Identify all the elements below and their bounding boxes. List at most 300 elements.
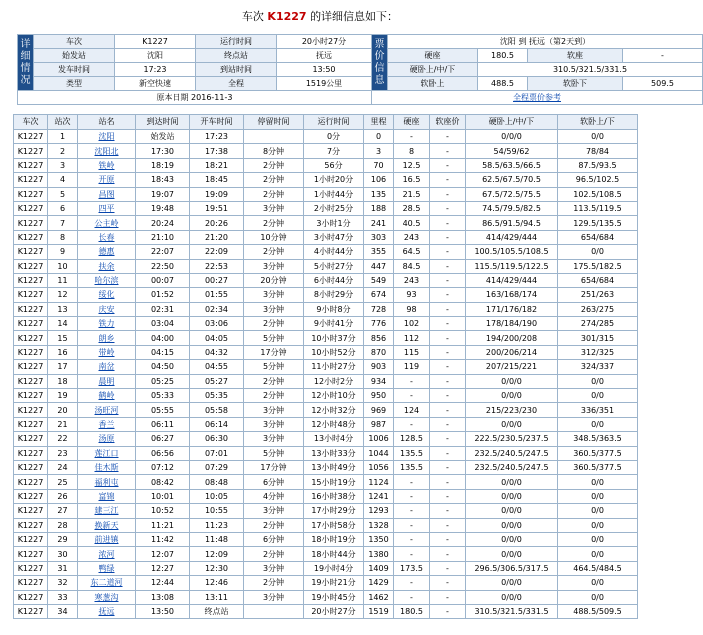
hard-sleeper-fare: 296.5/306.5/317.5 xyxy=(466,561,558,575)
table-row xyxy=(14,331,638,345)
departure-time: 04:55 xyxy=(190,360,244,374)
station-name[interactable]: 昌图 xyxy=(78,187,136,201)
soft-seat-fare: - xyxy=(430,317,466,331)
distance: 1293 xyxy=(364,504,394,518)
running-time: 3小时47分 xyxy=(304,230,364,244)
hard-sleeper-fare: 0/0/0 xyxy=(466,417,558,431)
stop-duration: 2分钟 xyxy=(244,389,304,403)
table-row xyxy=(14,130,638,144)
station-name[interactable]: 晨明 xyxy=(78,374,136,388)
running-time: 19小时45分 xyxy=(304,590,364,604)
arrival-time: 13:50 xyxy=(136,604,190,618)
soft-seat-fare: - xyxy=(430,230,466,244)
station-name[interactable]: 铁岭 xyxy=(78,158,136,172)
soft-sleeper-fare: 0/0 xyxy=(558,532,638,546)
station-name[interactable]: 建三江 xyxy=(78,504,136,518)
table-row xyxy=(14,302,638,316)
details-side-label: 详细情况 xyxy=(18,35,34,91)
fare-value: 509.5 xyxy=(623,77,703,91)
hard-seat-fare: 128.5 xyxy=(394,432,430,446)
soft-seat-fare: - xyxy=(430,360,466,374)
train-number: K1227 xyxy=(14,561,48,575)
arrival-time: 12:27 xyxy=(136,561,190,575)
hard-sleeper-fare: 58.5/63.5/66.5 xyxy=(466,158,558,172)
distance: 303 xyxy=(364,230,394,244)
fare-side-label: 票价信息 xyxy=(372,35,388,91)
station-name[interactable]: 前进镇 xyxy=(78,532,136,546)
distance: 1429 xyxy=(364,576,394,590)
arrival-time: 08:42 xyxy=(136,475,190,489)
train-number: K1227 xyxy=(14,273,48,287)
distance: 870 xyxy=(364,345,394,359)
arrival-time: 22:50 xyxy=(136,259,190,273)
departure-time: 18:21 xyxy=(190,158,244,172)
stop-duration: 5分钟 xyxy=(244,446,304,460)
station-name[interactable]: 浓河 xyxy=(78,547,136,561)
train-number: K1227 xyxy=(14,173,48,187)
full-fare-link[interactable]: 全程票价参考 xyxy=(513,93,561,102)
stop-number: 29 xyxy=(48,532,78,546)
hard-seat-fare: 16.5 xyxy=(394,173,430,187)
info-value: K1227 xyxy=(115,35,196,49)
train-number: K1227 xyxy=(14,576,48,590)
distance: 950 xyxy=(364,389,394,403)
departure-time: 12:09 xyxy=(190,547,244,561)
route-text: 沈阳 到 抚远（第2天到） xyxy=(388,35,703,49)
station-name[interactable]: 朗乡 xyxy=(78,331,136,345)
stop-duration: 2分钟 xyxy=(244,158,304,172)
train-number: K1227 xyxy=(14,345,48,359)
departure-time: 08:48 xyxy=(190,475,244,489)
hard-seat-fare: - xyxy=(394,576,430,590)
train-number: K1227 xyxy=(14,158,48,172)
arrival-time: 06:27 xyxy=(136,432,190,446)
station-name[interactable]: 鸭绿 xyxy=(78,561,136,575)
hard-sleeper-fare: 0/0/0 xyxy=(466,389,558,403)
distance: 856 xyxy=(364,331,394,345)
soft-seat-fare: - xyxy=(430,331,466,345)
hard-sleeper-fare: 200/206/214 xyxy=(466,345,558,359)
distance: 355 xyxy=(364,245,394,259)
stop-duration: 5分钟 xyxy=(244,360,304,374)
hard-sleeper-fare: 0/0/0 xyxy=(466,374,558,388)
soft-seat-fare: - xyxy=(430,216,466,230)
fare-value: 310.5/321.5/331.5 xyxy=(478,63,703,77)
soft-seat-fare: - xyxy=(430,561,466,575)
soft-seat-fare: - xyxy=(430,158,466,172)
table-row xyxy=(14,317,638,331)
arrival-time: 11:42 xyxy=(136,532,190,546)
soft-sleeper-fare: 654/684 xyxy=(558,230,638,244)
stop-number: 5 xyxy=(48,187,78,201)
hard-sleeper-fare: 67.5/72.5/75.5 xyxy=(466,187,558,201)
running-time: 0分 xyxy=(304,130,364,144)
stop-duration: 2分钟 xyxy=(244,518,304,532)
arrival-time: 20:24 xyxy=(136,216,190,230)
train-number: K1227 xyxy=(14,389,48,403)
station-name[interactable]: 沈阳 xyxy=(78,130,136,144)
soft-sleeper-fare: 0/0 xyxy=(558,374,638,388)
table-row xyxy=(14,576,638,590)
hard-seat-fare: 115 xyxy=(394,345,430,359)
stop-number: 24 xyxy=(48,460,78,474)
station-name[interactable]: 佳木斯 xyxy=(78,460,136,474)
table-row xyxy=(14,389,638,403)
departure-time: 19:51 xyxy=(190,201,244,215)
running-time: 9小时8分 xyxy=(304,302,364,316)
hard-seat-fare: - xyxy=(394,547,430,561)
stop-number: 1 xyxy=(48,130,78,144)
arrival-time: 04:00 xyxy=(136,331,190,345)
hard-sleeper-fare: 222.5/230.5/237.5 xyxy=(466,432,558,446)
distance: 1328 xyxy=(364,518,394,532)
hard-seat-fare: - xyxy=(394,130,430,144)
table-row xyxy=(14,489,638,503)
soft-seat-fare: - xyxy=(430,576,466,590)
stop-number: 31 xyxy=(48,561,78,575)
distance: 1350 xyxy=(364,532,394,546)
stop-number: 12 xyxy=(48,288,78,302)
distance: 549 xyxy=(364,273,394,287)
soft-sleeper-fare: 96.5/102.5 xyxy=(558,173,638,187)
soft-seat-fare: - xyxy=(430,130,466,144)
train-number: K1227 xyxy=(14,201,48,215)
title-prefix: 车次 xyxy=(241,10,264,23)
soft-seat-fare: - xyxy=(430,374,466,388)
running-time: 12小时2分 xyxy=(304,374,364,388)
train-number: K1227 xyxy=(14,446,48,460)
distance: 1462 xyxy=(364,590,394,604)
hard-seat-fare: 243 xyxy=(394,273,430,287)
info-value: 20小时27分 xyxy=(277,35,372,49)
stop-number: 27 xyxy=(48,504,78,518)
table-row xyxy=(14,590,638,604)
arrival-time: 05:33 xyxy=(136,389,190,403)
distance: 776 xyxy=(364,317,394,331)
station-name[interactable]: 庆安 xyxy=(78,302,136,316)
soft-seat-fare: - xyxy=(430,489,466,503)
station-name[interactable]: 富锦 xyxy=(78,489,136,503)
soft-sleeper-fare: 0/0 xyxy=(558,489,638,503)
column-header: 到达时间 xyxy=(136,115,190,130)
train-number: K1227 xyxy=(14,518,48,532)
column-header: 软座价 xyxy=(430,115,466,130)
arrival-time: 10:01 xyxy=(136,489,190,503)
stop-number: 22 xyxy=(48,432,78,446)
table-row xyxy=(14,158,638,172)
departure-time: 00:27 xyxy=(190,273,244,287)
departure-time: 04:32 xyxy=(190,345,244,359)
departure-time: 12:46 xyxy=(190,576,244,590)
station-name[interactable]: 德惠 xyxy=(78,245,136,259)
hard-sleeper-fare: 215/223/230 xyxy=(466,403,558,417)
soft-sleeper-fare: 301/315 xyxy=(558,331,638,345)
soft-seat-fare: - xyxy=(430,432,466,446)
full-fare-cell xyxy=(372,91,703,105)
hard-sleeper-fare: 178/184/190 xyxy=(466,317,558,331)
stop-duration: 3分钟 xyxy=(244,432,304,446)
stop-duration: 3分钟 xyxy=(244,417,304,431)
hard-seat-fare: 135.5 xyxy=(394,446,430,460)
info-label: 到站时间 xyxy=(196,63,277,77)
soft-sleeper-fare: 0/0 xyxy=(558,590,638,604)
running-time: 6小时44分 xyxy=(304,273,364,287)
stop-number: 15 xyxy=(48,331,78,345)
departure-time: 05:27 xyxy=(190,374,244,388)
soft-seat-fare: - xyxy=(430,460,466,474)
departure-time: 17:38 xyxy=(190,144,244,158)
train-number: K1227 xyxy=(14,187,48,201)
running-time: 8小时29分 xyxy=(304,288,364,302)
hard-sleeper-fare: 0/0/0 xyxy=(466,532,558,546)
column-header: 站次 xyxy=(48,115,78,130)
hard-seat-fare: - xyxy=(394,417,430,431)
arrival-time: 01:52 xyxy=(136,288,190,302)
stop-duration: 4分钟 xyxy=(244,489,304,503)
arrival-time: 06:11 xyxy=(136,417,190,431)
soft-seat-fare: - xyxy=(430,389,466,403)
schedule-body xyxy=(14,130,638,619)
train-number: K1227 xyxy=(14,245,48,259)
departure-time: 21:20 xyxy=(190,230,244,244)
hard-seat-fare: 112 xyxy=(394,331,430,345)
train-number: K1227 xyxy=(14,403,48,417)
soft-seat-fare: - xyxy=(430,273,466,287)
hard-seat-fare: - xyxy=(394,475,430,489)
hard-seat-fare: 135.5 xyxy=(394,460,430,474)
table-row xyxy=(14,273,638,287)
stop-number: 33 xyxy=(48,590,78,604)
arrival-time: 17:30 xyxy=(136,144,190,158)
soft-seat-fare: - xyxy=(430,288,466,302)
table-row xyxy=(14,173,638,187)
column-header: 硬卧上/中/下 xyxy=(466,115,558,130)
station-name[interactable]: 沈阳北 xyxy=(78,144,136,158)
station-name[interactable]: 福利屯 xyxy=(78,475,136,489)
table-row xyxy=(14,245,638,259)
arrival-time: 始发站 xyxy=(136,130,190,144)
station-name[interactable]: 鹤岭 xyxy=(78,389,136,403)
arrival-time: 05:25 xyxy=(136,374,190,388)
station-name[interactable]: 开原 xyxy=(78,173,136,187)
soft-sleeper-fare: 348.5/363.5 xyxy=(558,432,638,446)
arrival-time: 21:10 xyxy=(136,230,190,244)
stop-duration: 3分钟 xyxy=(244,302,304,316)
arrival-time: 12:44 xyxy=(136,576,190,590)
hard-seat-fare: 84.5 xyxy=(394,259,430,273)
soft-sleeper-fare: 0/0 xyxy=(558,547,638,561)
station-name[interactable]: 扶余 xyxy=(78,259,136,273)
info-label: 始发站 xyxy=(34,49,115,63)
column-header: 里程 xyxy=(364,115,394,130)
train-number: K1227 xyxy=(14,604,48,618)
arrival-time: 10:52 xyxy=(136,504,190,518)
distance: 1519 xyxy=(364,604,394,618)
station-name[interactable]: 汤原 xyxy=(78,432,136,446)
departure-time: 02:34 xyxy=(190,302,244,316)
table-row xyxy=(14,259,638,273)
arrival-time: 07:12 xyxy=(136,460,190,474)
stop-duration xyxy=(244,604,304,618)
stop-duration: 20分钟 xyxy=(244,273,304,287)
stop-duration: 17分钟 xyxy=(244,460,304,474)
station-name[interactable]: 带岭 xyxy=(78,345,136,359)
station-name[interactable]: 铁力 xyxy=(78,317,136,331)
train-number: K1227 xyxy=(14,230,48,244)
hard-seat-fare: 40.5 xyxy=(394,216,430,230)
arrival-time: 06:56 xyxy=(136,446,190,460)
hard-seat-fare: 12.5 xyxy=(394,158,430,172)
station-name[interactable]: 公主岭 xyxy=(78,216,136,230)
station-name[interactable]: 东二道河 xyxy=(78,576,136,590)
station-name[interactable]: 南岔 xyxy=(78,360,136,374)
stop-duration xyxy=(244,130,304,144)
arrival-time: 19:07 xyxy=(136,187,190,201)
soft-seat-fare: - xyxy=(430,590,466,604)
stop-duration: 2分钟 xyxy=(244,374,304,388)
station-name[interactable]: 寒葱沟 xyxy=(78,590,136,604)
fare-label: 硬卧上/中/下 xyxy=(388,63,478,77)
station-name[interactable]: 莲江口 xyxy=(78,446,136,460)
hard-seat-fare: - xyxy=(394,374,430,388)
title-train-number: K1227 xyxy=(267,10,307,23)
running-time: 13小时33分 xyxy=(304,446,364,460)
departure-time: 05:35 xyxy=(190,389,244,403)
station-name[interactable]: 换新天 xyxy=(78,518,136,532)
hard-seat-fare: 98 xyxy=(394,302,430,316)
running-time: 19小时4分 xyxy=(304,561,364,575)
stop-duration: 2分钟 xyxy=(244,317,304,331)
train-number: K1227 xyxy=(14,417,48,431)
stop-number: 4 xyxy=(48,173,78,187)
soft-sleeper-fare: 263/275 xyxy=(558,302,638,316)
distance: 135 xyxy=(364,187,394,201)
soft-sleeper-fare: 0/0 xyxy=(558,417,638,431)
train-number: K1227 xyxy=(14,360,48,374)
station-name[interactable]: 绥化 xyxy=(78,288,136,302)
train-number: K1227 xyxy=(14,532,48,546)
departure-time: 12:30 xyxy=(190,561,244,575)
soft-sleeper-fare: 0/0 xyxy=(558,504,638,518)
station-name[interactable]: 哈尔滨 xyxy=(78,273,136,287)
arrival-time: 04:15 xyxy=(136,345,190,359)
running-time: 11小时27分 xyxy=(304,360,364,374)
hard-seat-fare: 173.5 xyxy=(394,561,430,575)
departure-time: 03:06 xyxy=(190,317,244,331)
hard-sleeper-fare: 171/176/182 xyxy=(466,302,558,316)
soft-sleeper-fare: 251/263 xyxy=(558,288,638,302)
hard-sleeper-fare: 0/0/0 xyxy=(466,547,558,561)
station-name[interactable]: 四平 xyxy=(78,201,136,215)
soft-seat-fare: - xyxy=(430,173,466,187)
distance: 674 xyxy=(364,288,394,302)
soft-sleeper-fare: 175.5/182.5 xyxy=(558,259,638,273)
info-value: 13:50 xyxy=(277,63,372,77)
departure-time: 11:23 xyxy=(190,518,244,532)
stop-duration: 3分钟 xyxy=(244,403,304,417)
info-label: 终点站 xyxy=(196,49,277,63)
running-time: 16小时38分 xyxy=(304,489,364,503)
running-time: 5小时27分 xyxy=(304,259,364,273)
station-name[interactable]: 长春 xyxy=(78,230,136,244)
departure-time: 06:14 xyxy=(190,417,244,431)
soft-sleeper-fare: 324/337 xyxy=(558,360,638,374)
stop-number: 20 xyxy=(48,403,78,417)
soft-sleeper-fare: 0/0 xyxy=(558,130,638,144)
info-value: 17:23 xyxy=(115,63,196,77)
table-row xyxy=(14,288,638,302)
hard-seat-fare: 102 xyxy=(394,317,430,331)
running-time: 20小时27分 xyxy=(304,604,364,618)
stop-number: 30 xyxy=(48,547,78,561)
soft-seat-fare: - xyxy=(430,345,466,359)
running-time: 10小时37分 xyxy=(304,331,364,345)
stop-duration: 10分钟 xyxy=(244,230,304,244)
hard-seat-fare: 243 xyxy=(394,230,430,244)
table-row xyxy=(14,604,638,618)
stop-number: 11 xyxy=(48,273,78,287)
hard-sleeper-fare: 0/0/0 xyxy=(466,130,558,144)
running-time: 18小时19分 xyxy=(304,532,364,546)
distance: 903 xyxy=(364,360,394,374)
station-name[interactable]: 香兰 xyxy=(78,417,136,431)
train-number: K1227 xyxy=(14,489,48,503)
station-name[interactable]: 汤旺河 xyxy=(78,403,136,417)
station-name[interactable]: 抚远 xyxy=(78,604,136,618)
info-value: 抚远 xyxy=(277,49,372,63)
stop-number: 2 xyxy=(48,144,78,158)
hard-sleeper-fare: 100.5/105.5/108.5 xyxy=(466,245,558,259)
stop-number: 7 xyxy=(48,216,78,230)
stop-number: 17 xyxy=(48,360,78,374)
running-time: 7分 xyxy=(304,144,364,158)
hard-sleeper-fare: 163/168/174 xyxy=(466,288,558,302)
soft-seat-fare: - xyxy=(430,532,466,546)
stop-duration: 3分钟 xyxy=(244,561,304,575)
soft-seat-fare: - xyxy=(430,475,466,489)
stop-duration: 2分钟 xyxy=(244,547,304,561)
running-time: 12小时10分 xyxy=(304,389,364,403)
stop-number: 23 xyxy=(48,446,78,460)
train-number: K1227 xyxy=(14,504,48,518)
soft-seat-fare: - xyxy=(430,604,466,618)
train-number: K1227 xyxy=(14,288,48,302)
running-time: 17小时58分 xyxy=(304,518,364,532)
stop-number: 6 xyxy=(48,201,78,215)
schedule-table xyxy=(13,114,638,619)
train-number: K1227 xyxy=(14,460,48,474)
soft-sleeper-fare: 0/0 xyxy=(558,245,638,259)
hard-seat-fare: - xyxy=(394,590,430,604)
arrival-time: 22:07 xyxy=(136,245,190,259)
distance: 3 xyxy=(364,144,394,158)
fare-label: 软卧上 xyxy=(388,77,478,91)
table-row xyxy=(14,504,638,518)
stop-duration: 6分钟 xyxy=(244,532,304,546)
table-row xyxy=(14,230,638,244)
soft-seat-fare: - xyxy=(430,417,466,431)
train-number: K1227 xyxy=(14,590,48,604)
train-number: K1227 xyxy=(14,144,48,158)
hard-sleeper-fare: 62.5/67.5/70.5 xyxy=(466,173,558,187)
stop-duration: 3分钟 xyxy=(244,288,304,302)
hard-seat-fare: 8 xyxy=(394,144,430,158)
running-time: 17小时29分 xyxy=(304,504,364,518)
hard-sleeper-fare: 0/0/0 xyxy=(466,489,558,503)
soft-sleeper-fare: 464.5/484.5 xyxy=(558,561,638,575)
stop-duration: 3分钟 xyxy=(244,201,304,215)
stop-duration: 2分钟 xyxy=(244,216,304,230)
